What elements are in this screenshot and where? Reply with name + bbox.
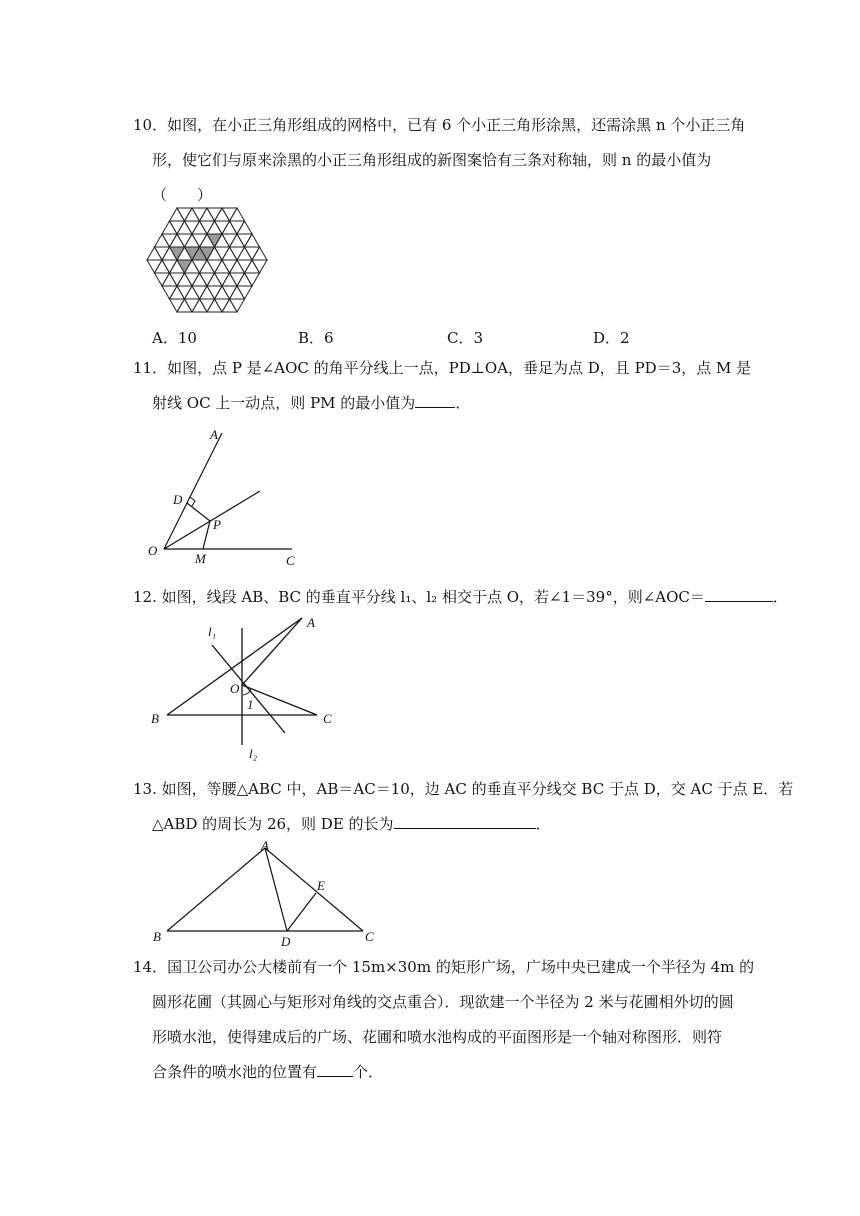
- label-l1: l₁: [208, 624, 217, 639]
- option-d: D．2: [593, 329, 630, 347]
- grid-triangle: [147, 260, 162, 273]
- grid-triangle: [237, 247, 252, 260]
- grid-triangle: [207, 299, 222, 312]
- grid-triangle: [237, 221, 252, 234]
- q13-line-2-text: △ABD 的周长为 26，则 DE 的长为: [152, 815, 394, 833]
- label-d: D: [173, 492, 183, 507]
- grid-triangle: [230, 221, 245, 234]
- grid-triangle: [222, 208, 237, 221]
- label-o: O: [148, 543, 158, 558]
- grid-triangle: [215, 247, 230, 260]
- grid-triangle: [245, 273, 260, 286]
- grid-triangle: [222, 260, 237, 273]
- answer-blank: [415, 393, 455, 408]
- isosceles-triangle-figure: [145, 840, 385, 950]
- answer-blank: [394, 814, 536, 829]
- grid-triangle: [207, 221, 222, 234]
- grid-triangle: [177, 299, 192, 312]
- grid-triangle: [222, 221, 237, 234]
- grid-triangle: [245, 234, 260, 247]
- label-c: C: [286, 553, 295, 568]
- q14-line-1: 14．国卫公司办公大楼前有一个 15m×30m 的矩形广场，广场中央已建成一个半径为 4m 的: [133, 958, 755, 976]
- q13-line-2: [152, 814, 551, 834]
- grid-triangle: [252, 247, 267, 260]
- q14-line-4: [152, 1062, 383, 1082]
- grid-triangle: [215, 221, 230, 234]
- q14-line-3: 形喷水池，使得建成后的广场、花圃和喷水池构成的平面图形是一个轴对称图形．则符: [152, 1028, 723, 1046]
- grid-triangle: [162, 273, 177, 286]
- grid-triangle: [245, 260, 260, 273]
- label-c: C: [365, 929, 374, 944]
- grid-triangle: [185, 234, 200, 247]
- grid-triangle: [192, 221, 207, 234]
- grid-triangle: [162, 260, 177, 273]
- grid-triangle: [215, 208, 230, 221]
- grid-triangle: [185, 286, 200, 299]
- grid-triangle: [230, 286, 245, 299]
- grid-triangle: [192, 299, 207, 312]
- grid-triangle: [177, 208, 192, 221]
- option-b: B．6: [298, 329, 334, 347]
- grid-triangle: [200, 299, 215, 312]
- grid-triangle: [192, 273, 207, 286]
- grid-triangle: [177, 234, 192, 247]
- shaded-triangle: [177, 260, 192, 273]
- q11-line-1: 11．如图，点 P 是∠AOC 的角平分线上一点，PD⊥OA，垂足为点 D，且 PD＝3，点 M 是: [133, 359, 752, 377]
- grid-triangle: [177, 286, 192, 299]
- grid-triangle: [207, 273, 222, 286]
- grid-triangle: [162, 234, 177, 247]
- grid-triangle: [237, 273, 252, 286]
- label-angle-1: 1: [247, 697, 254, 712]
- label-l2: l₂: [249, 746, 258, 761]
- grid-triangle: [252, 260, 267, 273]
- grid-triangle: [230, 273, 245, 286]
- grid-triangle: [237, 260, 252, 273]
- label-d: D: [281, 934, 291, 949]
- grid-triangle: [200, 208, 215, 221]
- grid-triangle: [215, 260, 230, 273]
- grid-triangle: [170, 234, 185, 247]
- grid-triangle: [222, 247, 237, 260]
- grid-triangle: [230, 247, 245, 260]
- q12-line-1: [133, 587, 788, 607]
- grid-triangle: [185, 273, 200, 286]
- grid-triangle: [170, 208, 185, 221]
- perpendicular-bisector-figure: [145, 610, 350, 770]
- label-a: A: [261, 838, 269, 853]
- grid-triangle: [170, 299, 185, 312]
- grid-triangle: [177, 273, 192, 286]
- grid-triangle: [162, 221, 177, 234]
- grid-triangle: [200, 221, 215, 234]
- triangle-grid-figure: [147, 208, 267, 312]
- grid-triangle: [215, 299, 230, 312]
- grid-triangle: [207, 260, 222, 273]
- q11-line-2-end: ．: [455, 394, 471, 412]
- grid-triangle: [155, 247, 170, 260]
- grid-triangle: [155, 273, 170, 286]
- grid-triangle: [170, 221, 185, 234]
- answer-blank: [317, 1062, 353, 1077]
- q13-line-2-end: ．: [535, 815, 551, 833]
- shaded-triangle: [207, 234, 222, 247]
- q14-line-2: 圆形花圃（其圆心与矩形对角线的交点重合）．现欲建一个半径为 2 米与花圃相外切的圆: [152, 993, 734, 1011]
- grid-triangle: [215, 286, 230, 299]
- grid-triangle: [230, 208, 245, 221]
- q10-line-3: （ ）: [152, 186, 213, 204]
- grid-triangle: [155, 234, 170, 247]
- q14-line-4-text: 合条件的喷水池的位置有: [152, 1063, 318, 1081]
- grid-triangle: [177, 221, 192, 234]
- grid-triangle: [185, 208, 200, 221]
- label-a: A: [210, 427, 218, 442]
- q11-line-2-text: 射线 OC 上一动点，则 PM 的最小值为: [152, 394, 416, 412]
- grid-triangle: [245, 247, 260, 260]
- label-b: B: [153, 929, 161, 944]
- grid-triangle: [237, 234, 252, 247]
- label-c: C: [323, 711, 332, 726]
- grid-triangle: [162, 286, 177, 299]
- q12-line-1-end: ．: [772, 588, 788, 606]
- grid-triangle: [192, 286, 207, 299]
- angle-bisector-figure: [140, 425, 310, 570]
- grid-triangle: [170, 273, 185, 286]
- option-c: C．3: [447, 329, 484, 347]
- grid-triangle: [207, 286, 222, 299]
- grid-triangle: [222, 299, 237, 312]
- grid-triangle: [192, 208, 207, 221]
- q10-line-2: 形，使它们与原来涂黑的小正三角形组成的新图案恰有三条对称轴，则 n 的最小值为: [152, 151, 712, 169]
- q11-line-2: [152, 393, 470, 413]
- option-a: A．10: [152, 329, 197, 347]
- grid-triangle: [170, 286, 185, 299]
- grid-triangle: [222, 234, 237, 247]
- grid-triangle: [147, 247, 162, 260]
- grid-triangle: [200, 273, 215, 286]
- label-m: M: [195, 551, 206, 566]
- label-a: A: [307, 615, 315, 630]
- grid-triangle: [215, 273, 230, 286]
- grid-triangle: [230, 260, 245, 273]
- label-o: O: [230, 681, 240, 696]
- grid-triangle: [192, 260, 207, 273]
- label-p: P: [213, 517, 221, 532]
- grid-triangle: [222, 286, 237, 299]
- q12-line-1-text: 12. 如图，线段 AB、BC 的垂直平分线 l₁、l₂ 相交于点 O，若∠1＝39°，则∠AOC＝: [133, 588, 705, 606]
- grid-triangle: [230, 234, 245, 247]
- q13-line-1: 13. 如图，等腰△ABC 中，AB＝AC＝10，边 AC 的垂直平分线交 BC 于点 D，交 AC 于点 E．若: [133, 780, 794, 798]
- grid-triangle: [192, 234, 207, 247]
- grid-triangle: [185, 221, 200, 234]
- q10-line-1: 10．如图，在小正三角形组成的网格中，已有 6 个小正三角形涂黑，还需涂黑 n 个小正三角: [133, 116, 746, 134]
- grid-triangle: [237, 286, 252, 299]
- label-e: E: [317, 878, 325, 893]
- label-b: B: [151, 711, 159, 726]
- shaded-triangle: [170, 247, 185, 260]
- grid-triangle: [222, 273, 237, 286]
- grid-triangle: [155, 260, 170, 273]
- grid-triangle: [200, 286, 215, 299]
- grid-triangle: [200, 260, 215, 273]
- grid-triangle: [230, 299, 245, 312]
- answer-blank: [705, 587, 773, 602]
- grid-triangle: [185, 299, 200, 312]
- q14-line-4-end: 个．: [353, 1063, 384, 1081]
- grid-triangle: [207, 208, 222, 221]
